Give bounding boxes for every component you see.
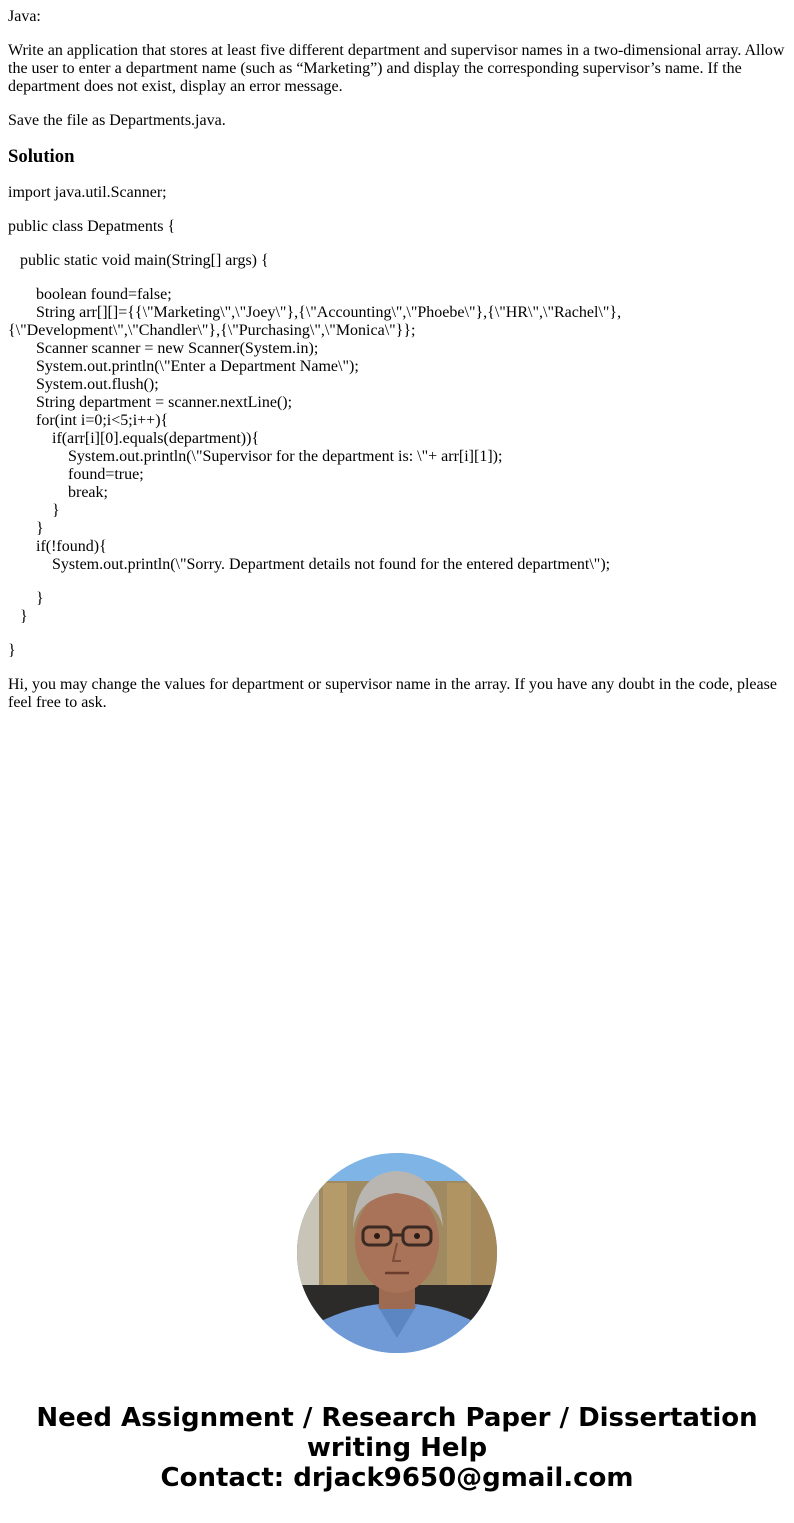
code-line: }: [36, 520, 44, 537]
code-block: [8, 184, 786, 660]
code-line: for(int i=0;i<5;i++){: [36, 412, 169, 429]
code-blank-line: [8, 626, 786, 642]
code-line: String department = scanner.nextLine();: [36, 394, 293, 411]
solution-heading: Solution: [8, 146, 75, 167]
code-line: }: [20, 608, 28, 625]
closing-note: Hi, you may change the values for department or supervisor name in the array. If you have any doubt in the code, please feel free to ask.: [8, 676, 777, 711]
promo-contact: Contact: drjack9650@gmail.com: [160, 1463, 634, 1493]
code-line: boolean found=false;: [36, 286, 172, 303]
code-line: System.out.println(\"Enter a Department Name\");: [36, 358, 359, 375]
promo-line-1: Need Assignment / Research Paper / Dissertation: [36, 1403, 758, 1433]
code-line: }: [52, 502, 60, 519]
code-line: {\"Development\",\"Chandler\"},{\"Purchasing\",\"Monica\"}};: [8, 322, 416, 339]
avatar: [297, 1153, 497, 1353]
code-line: break;: [68, 484, 108, 501]
code-line: public static void main(String[] args) {: [20, 252, 269, 269]
code-line: System.out.println(\"Supervisor for the department is: \"+ arr[i][1]);: [68, 448, 503, 465]
code-line: System.out.flush();: [36, 376, 159, 393]
code-line: if(!found){: [36, 538, 107, 555]
code-blank-line: [8, 202, 786, 218]
code-blank-line: [8, 574, 786, 590]
code-line: }: [8, 642, 16, 659]
language-label: Java:: [8, 8, 41, 25]
code-line: System.out.println(\"Sorry. Department details not found for the entered department\");: [52, 556, 611, 573]
spacer: [8, 660, 786, 676]
promo-banner: [0, 1403, 794, 1493]
code-line: Scanner scanner = new Scanner(System.in);: [36, 340, 319, 357]
code-line: }: [36, 590, 44, 607]
code-line: String arr[][]={{\"Marketing\",\"Joey\"},{\"Accounting\",\"Phoebe\"},{\"HR\",\"Rachel\"},: [36, 304, 622, 321]
code-blank-line: [8, 236, 786, 252]
document-body: [8, 8, 786, 728]
code-line: found=true;: [68, 466, 144, 483]
code-line: import java.util.Scanner;: [8, 184, 167, 201]
code-blank-line: [8, 270, 786, 286]
person-portrait-icon: [297, 1153, 497, 1353]
code-line: public class Depatments {: [8, 218, 176, 235]
question-prompt: Write an application that stores at least five different department and supervisor names in a two-dimensional array. Allow the user to enter a department name (such as “Marketing”) and display the corresponding supervisor’s name. If the department does not exist, display an error message.: [8, 42, 785, 95]
code-line: if(arr[i][0].equals(department)){: [52, 430, 260, 447]
save-instruction: Save the file as Departments.java.: [8, 112, 226, 129]
promo-line-2: writing Help: [306, 1433, 488, 1463]
